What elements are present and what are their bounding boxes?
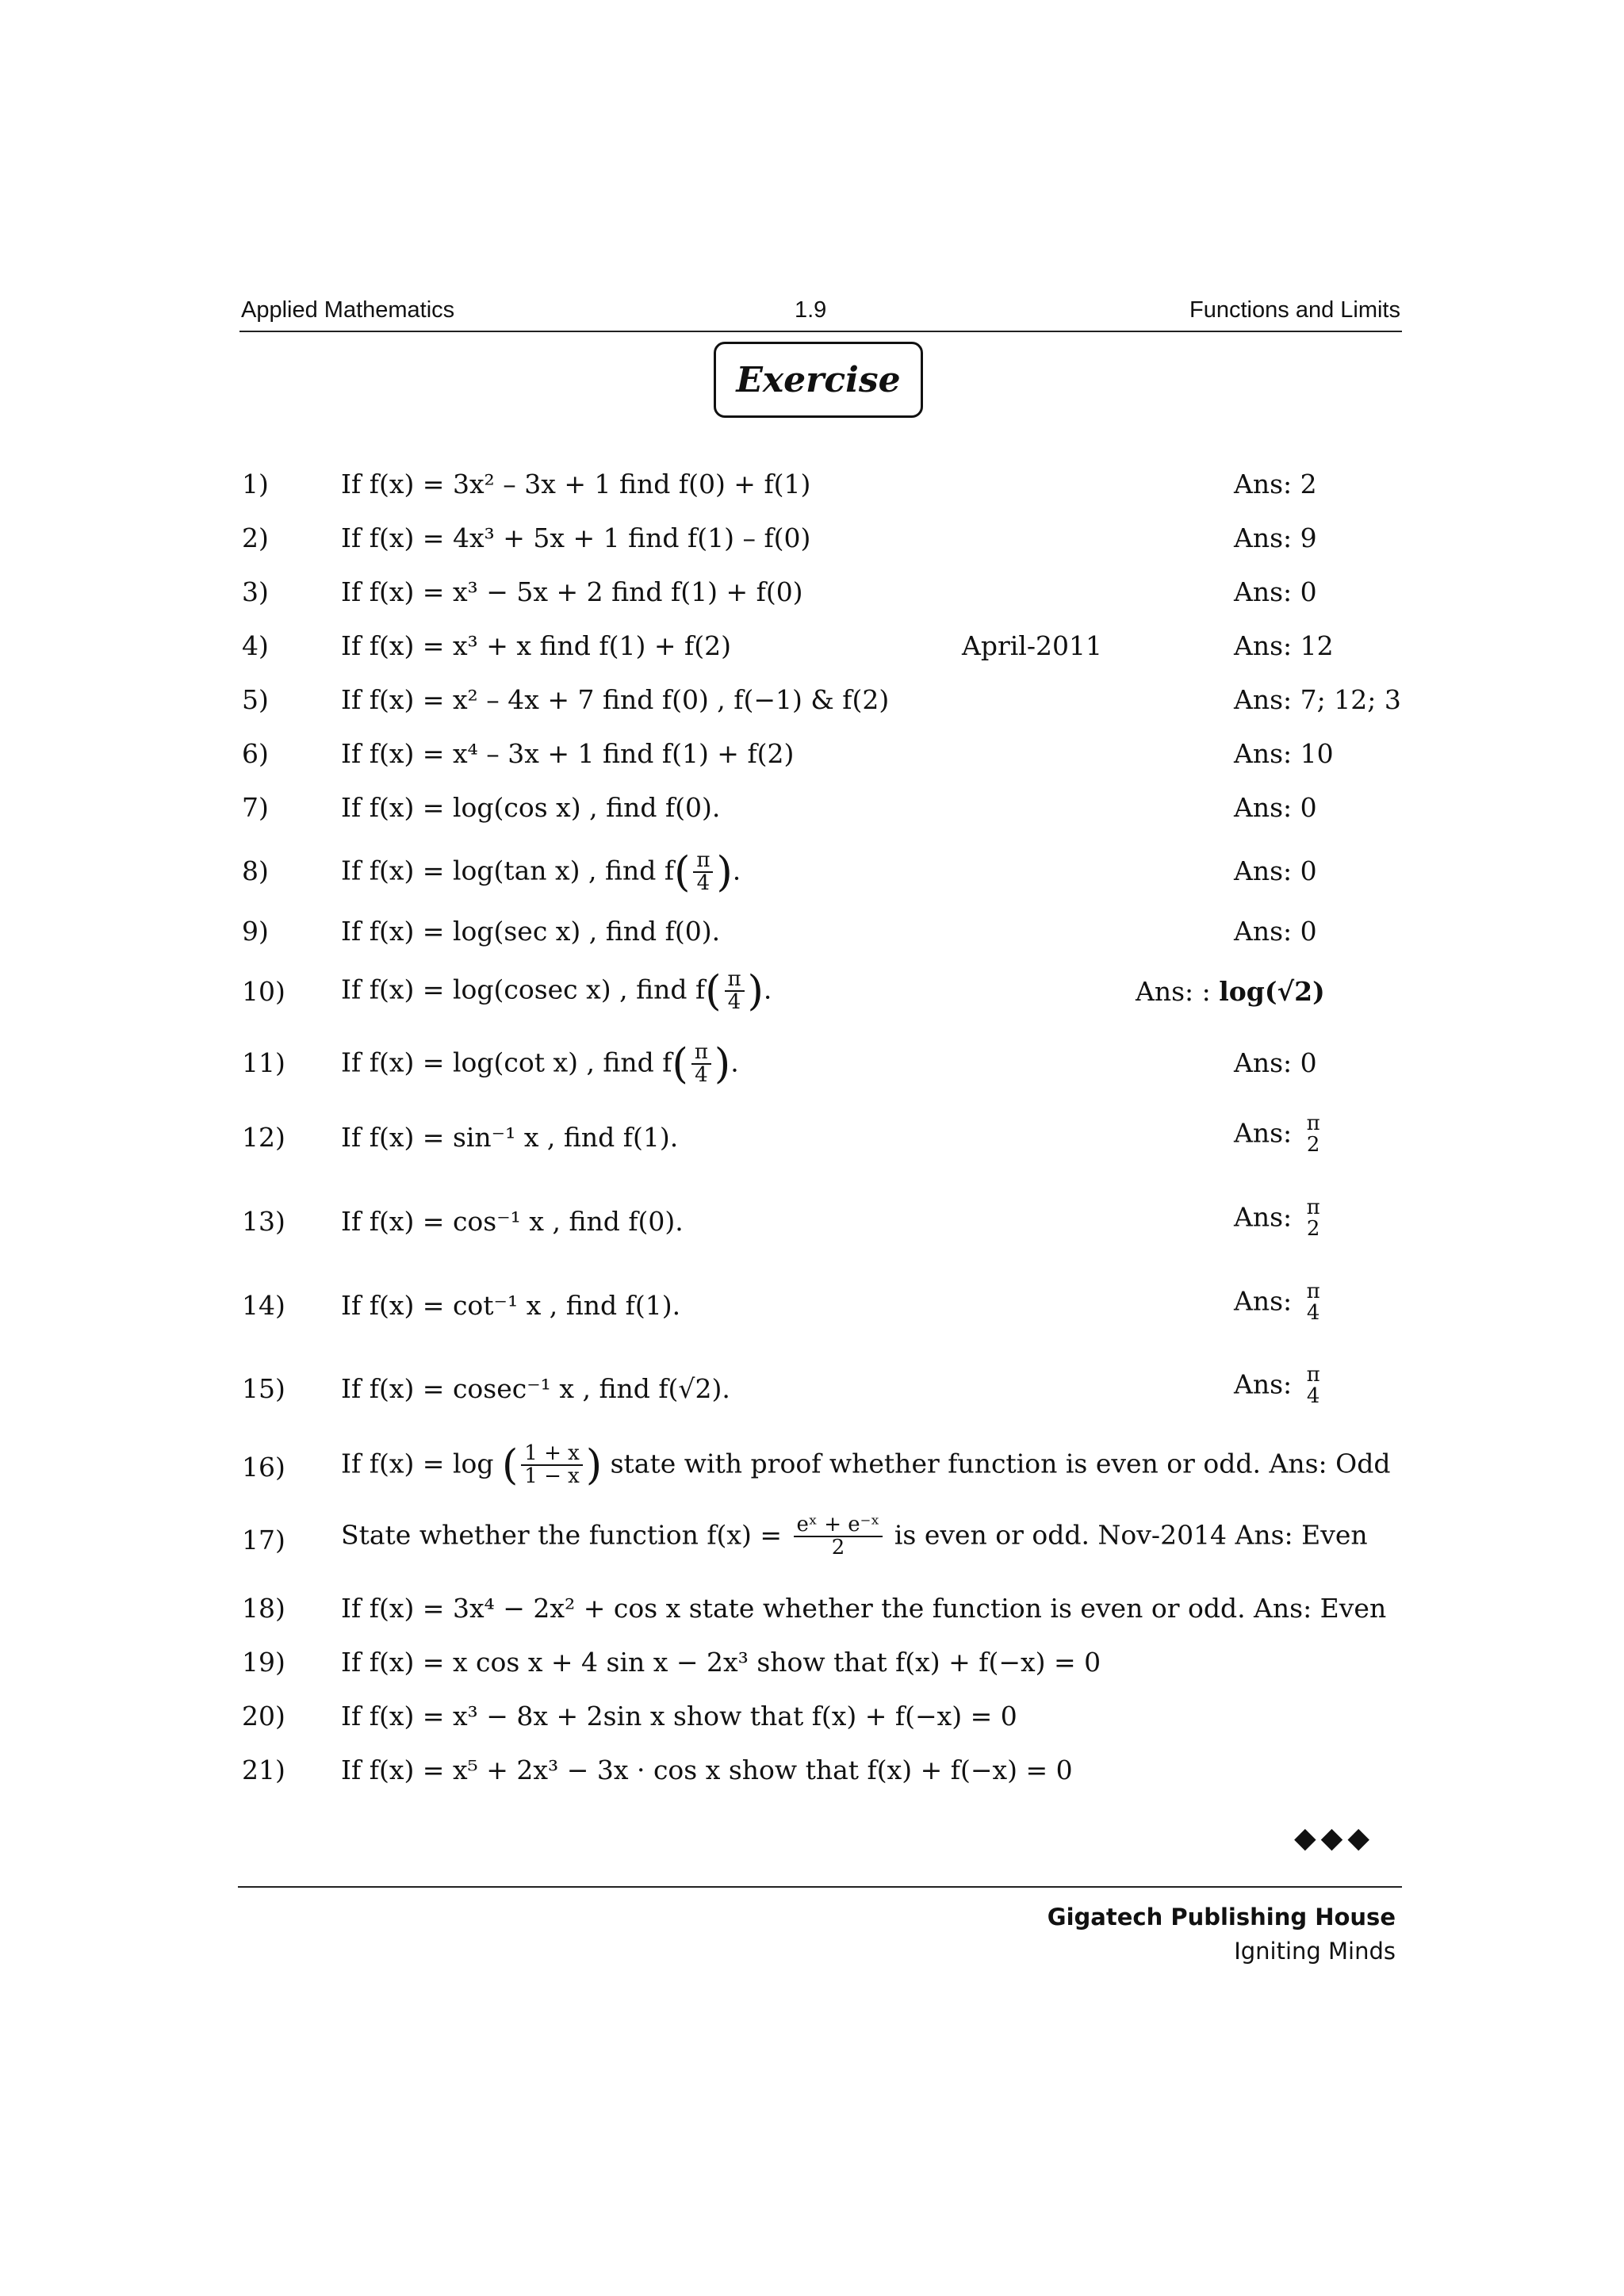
question-text: is even or odd. Nov-2014 Ans: Even	[886, 1519, 1368, 1551]
header-page-number: 1.9	[795, 297, 827, 323]
item-number: 1)	[242, 469, 269, 499]
item-question: If f(x) = x³ + x find f(1) + f(2)	[341, 630, 731, 661]
fraction	[521, 1443, 583, 1488]
fraction-numerator: π	[725, 969, 745, 992]
item-question: If f(x) = x⁴ – 3x + 1 find f(1) + f(2)	[341, 738, 795, 769]
fraction-numerator: π	[1306, 1363, 1320, 1387]
item-answer: Ans: 0	[1234, 792, 1317, 823]
item-question: If f(x) = log(cos x) , find f(0).	[341, 792, 721, 823]
item-question: If f(x) = x³ − 8x + 2sin x show that f(x) + f(−x) = 0	[341, 1701, 1017, 1732]
answer-value: log(√2)	[1219, 976, 1325, 1007]
fraction	[794, 1514, 883, 1559]
item-number: 7)	[242, 792, 269, 823]
item-question	[341, 1443, 1390, 1488]
item-number: 8)	[242, 855, 269, 886]
right-paren: )	[585, 1441, 603, 1490]
answer-fraction	[1304, 1113, 1323, 1157]
fraction-denominator: 1 − x	[524, 1464, 580, 1489]
item-answer	[1136, 976, 1325, 1007]
left-paren: (	[705, 967, 722, 1016]
item-number: 6)	[242, 738, 269, 769]
fraction-denominator: 2	[831, 1536, 845, 1560]
header-book-title: Applied Mathematics	[241, 297, 455, 323]
answer-prefix: Ans:	[1234, 1368, 1300, 1400]
item-number: 14)	[242, 1290, 285, 1321]
item-answer	[1234, 1113, 1327, 1157]
fraction-denominator: 4	[1306, 1384, 1320, 1409]
item-question	[341, 850, 741, 895]
fraction-denominator: 4	[696, 871, 710, 896]
item-answer: Ans: 0	[1234, 1047, 1317, 1078]
question-text: State whether the function f(x) =	[341, 1519, 791, 1551]
fraction	[691, 1042, 711, 1087]
item-number: 13)	[242, 1206, 285, 1237]
question-text: If f(x) = log	[341, 1448, 502, 1479]
fraction	[725, 969, 745, 1014]
header-chapter-title: Functions and Limits	[1189, 297, 1400, 323]
item-number: 17)	[242, 1525, 285, 1556]
answer-prefix: Ans:	[1234, 1201, 1300, 1233]
item-number: 5)	[242, 684, 269, 715]
fraction-denominator: 2	[1306, 1133, 1320, 1158]
right-paren: )	[747, 967, 764, 1016]
item-question: If f(x) = x² – 4x + 7 find f(0) , f(−1) & f(2)	[341, 684, 890, 715]
item-number: 20)	[242, 1701, 285, 1732]
item-question: If f(x) = cosec⁻¹ x , find f(√2).	[341, 1373, 730, 1404]
page-header	[239, 296, 1402, 332]
item-number: 12)	[242, 1122, 285, 1153]
section-end-mark: ◆◆◆	[1294, 1822, 1375, 1854]
fraction-numerator: π	[693, 850, 713, 873]
item-answer: Ans: 2	[1234, 469, 1317, 499]
fraction-numerator: π	[1306, 1280, 1320, 1303]
fraction-numerator: 1 + x	[521, 1443, 583, 1466]
item-question	[341, 1514, 1368, 1559]
item-question: If f(x) = x⁵ + 2x³ − 3x · cos x show that f(x) + f(−x) = 0	[341, 1755, 1073, 1785]
item-number: 10)	[242, 976, 285, 1007]
item-answer: Ans: 12	[1234, 630, 1334, 661]
item-question: If f(x) = 3x⁴ − 2x² + cos x state whether the function is even or odd. Ans: Even	[341, 1593, 1387, 1624]
answer-fraction	[1304, 1281, 1323, 1325]
item-number: 4)	[242, 630, 269, 661]
item-number: 19)	[242, 1647, 285, 1678]
answer-prefix: Ans:	[1234, 1285, 1300, 1317]
left-paren: (	[674, 848, 691, 897]
footer-divider	[238, 1886, 1402, 1888]
fraction-denominator: 4	[727, 990, 741, 1015]
question-text: state with proof whether function is even or odd. Ans: Odd	[602, 1448, 1391, 1479]
fraction-denominator: 2	[1306, 1217, 1320, 1242]
question-text: .	[763, 974, 772, 1005]
item-answer	[1234, 1197, 1327, 1241]
item-question: If f(x) = sin⁻¹ x , find f(1).	[341, 1122, 679, 1153]
item-number: 3)	[242, 576, 269, 607]
right-paren: )	[716, 848, 733, 897]
item-number: 9)	[242, 916, 269, 947]
item-number: 18)	[242, 1593, 285, 1624]
answer-prefix: Ans:	[1234, 1117, 1300, 1149]
fraction-numerator: eˣ + e⁻ˣ	[794, 1514, 883, 1537]
publisher-tagline: Igniting Minds	[1234, 1938, 1396, 1965]
item-question	[341, 1042, 739, 1087]
item-answer	[1234, 1364, 1327, 1408]
item-answer: Ans: 0	[1234, 916, 1317, 947]
left-paren: (	[501, 1441, 519, 1490]
question-text: If f(x) = log(tan x) , find f	[341, 855, 675, 886]
item-question: If f(x) = 3x² – 3x + 1 find f(0) + f(1)	[341, 469, 811, 499]
item-question	[341, 969, 772, 1014]
fraction-numerator: π	[691, 1042, 711, 1065]
question-text: If f(x) = log(cosec x) , find f	[341, 974, 706, 1005]
answer-fraction	[1304, 1364, 1323, 1408]
item-answer: Ans: 0	[1234, 855, 1317, 886]
answer-fraction	[1304, 1197, 1323, 1241]
fraction-denominator: 4	[1306, 1301, 1320, 1326]
item-question: If f(x) = x cos x + 4 sin x − 2x³ show that f(x) + f(−x) = 0	[341, 1647, 1101, 1678]
item-question: If f(x) = cot⁻¹ x , find f(1).	[341, 1290, 681, 1321]
right-paren: )	[714, 1040, 731, 1089]
item-answer: Ans: 7; 12; 3	[1234, 684, 1401, 715]
item-answer: Ans: 9	[1234, 522, 1317, 553]
publisher-name: Gigatech Publishing House	[1047, 1904, 1396, 1931]
item-number: 15)	[242, 1373, 285, 1404]
left-paren: (	[672, 1040, 688, 1089]
fraction-numerator: π	[1306, 1112, 1320, 1135]
question-text: .	[730, 1047, 739, 1078]
question-text: .	[732, 855, 741, 886]
item-number: 11)	[242, 1047, 285, 1078]
fraction-numerator: π	[1306, 1196, 1320, 1219]
item-number: 2)	[242, 522, 269, 553]
item-question: If f(x) = log(sec x) , find f(0).	[341, 916, 721, 947]
fraction	[693, 850, 713, 895]
item-number: 16)	[242, 1452, 285, 1483]
exam-tag: April-2011	[962, 630, 1102, 661]
item-question: If f(x) = cos⁻¹ x , find f(0).	[341, 1206, 684, 1237]
exercise-title: Exercise	[714, 342, 923, 418]
item-number: 21)	[242, 1755, 285, 1785]
question-text: If f(x) = log(cot x) , find f	[341, 1047, 672, 1078]
item-question: If f(x) = 4x³ + 5x + 1 find f(1) – f(0)	[341, 522, 811, 553]
item-answer: Ans: 0	[1234, 576, 1317, 607]
item-answer: Ans: 10	[1234, 738, 1334, 769]
item-answer	[1234, 1281, 1327, 1325]
fraction-denominator: 4	[695, 1063, 708, 1088]
answer-prefix: Ans: :	[1136, 976, 1220, 1007]
item-question: If f(x) = x³ − 5x + 2 find f(1) + f(0)	[341, 576, 803, 607]
